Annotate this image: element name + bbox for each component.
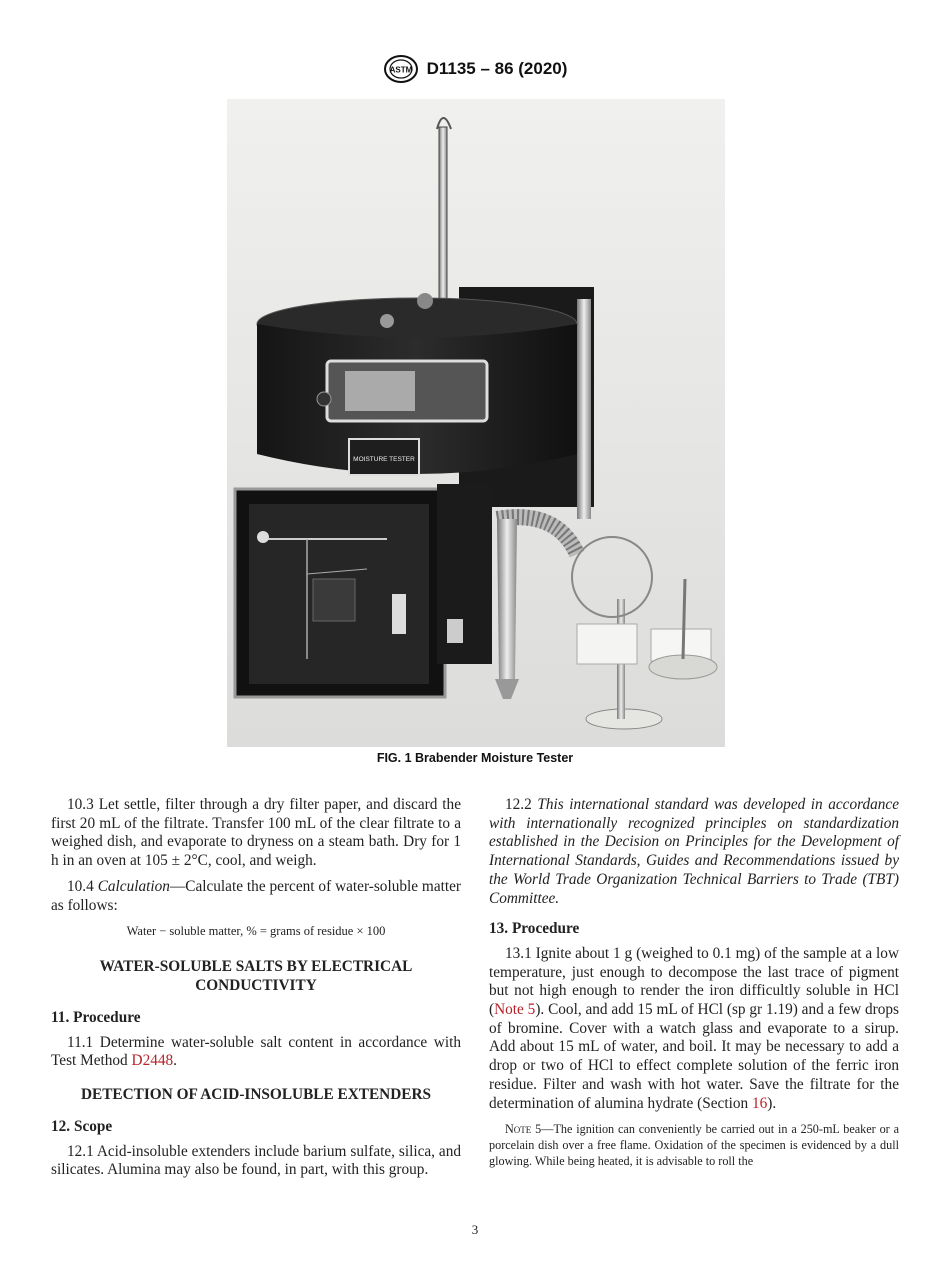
figure-photo	[227, 99, 725, 747]
heading-12-scope: 12. Scope	[51, 1118, 113, 1136]
document-id: D1135 – 86 (2020)	[426, 59, 568, 78]
svg-text:ASTM: ASTM	[389, 65, 412, 75]
link-section-16[interactable]: 16	[751, 1094, 768, 1112]
svg-text:MOISTURE TESTER: MOISTURE TESTER	[353, 456, 415, 463]
heading-conductivity: WATER-SOLUBLE SALTS BY ELECTRICAL CONDUCTIVITY	[99, 957, 413, 994]
paragraph-13-1: 13.1 Ignite about 1 g (weighed to 0.1 mg) of the sample at a low temperature, just enough to decompose the last trace of pigment but not high enough to render the iron difficultly soluble in HCl (Note 5). Cool, and add 15 mL of HCl (sp gr 1.19) and a few drops of bromine. Cover with a watch glass and evaporate to a sirup. Add about 15 mL of water, and boil. It may be necessary to add a drop or two of HCl to effect complete solution of the ferric iron residue. Filter and wash with hot water. Save the filtrate for the determination of alumina hydrate (Section 16).	[489, 944, 899, 1112]
figure-caption: FIG. 1 Brabender Moisture Tester	[376, 751, 574, 765]
left-column	[51, 796, 461, 1187]
paragraph-11-1: 11.1 Determine water-soluble salt content in accordance with Test Method D2448.	[51, 1033, 461, 1070]
heading-acid-insoluble: DETECTION OF ACID-INSOLUBLE EXTENDERS	[80, 1086, 432, 1104]
paragraph-12-2: 12.2 This international standard was developed in accordance with internationally recognized principles on standardization established in the Decision on Principles for the Development of International Standards, Guides and Recommendations issued by the World Trade Organization Technical Barriers to Trade (TBT) Committee.	[489, 796, 899, 907]
right-column	[489, 796, 899, 1169]
astm-logo-icon	[383, 54, 419, 84]
page-number: 3	[471, 1222, 479, 1237]
paragraph-10-4: 10.4 Calculation—Calculate the percent of water-soluble matter as follows:	[51, 877, 462, 914]
paragraph-10-3: 10.3 Let settle, filter through a dry filter paper, and discard the first 20 mL of the filtrate. Transfer 100 mL of the clear filtrate to a weighed dish, and evaporate to dryness on a steam bath. Dry for 1 h in an oven at 105 ± 2°C, cool, and weigh.	[51, 796, 461, 870]
page-header	[0, 52, 950, 86]
paragraph-12-1: 12.1 Acid-insoluble extenders include barium sulfate, silica, and silicates. Alumina may also be found, in part, with this group.	[51, 1142, 461, 1179]
link-d2448[interactable]: D2448	[131, 1052, 174, 1070]
moisture-tester-illustration	[227, 99, 725, 747]
equation-water-soluble: Water − soluble matter, % = grams of residue × 100	[126, 924, 386, 939]
heading-11-procedure: 11. Procedure	[51, 1008, 141, 1026]
note-5: Note 5—The ignition can conveniently be carried out in a 250-mL beaker or a porcelain dish over a free flame. Oxidation of the specimen is evidenced by a dull glowing. While being heated, it is advisable to roll the	[489, 1122, 900, 1169]
heading-13-procedure: 13. Procedure	[489, 920, 580, 938]
link-note-5[interactable]: Note 5	[494, 1001, 536, 1019]
